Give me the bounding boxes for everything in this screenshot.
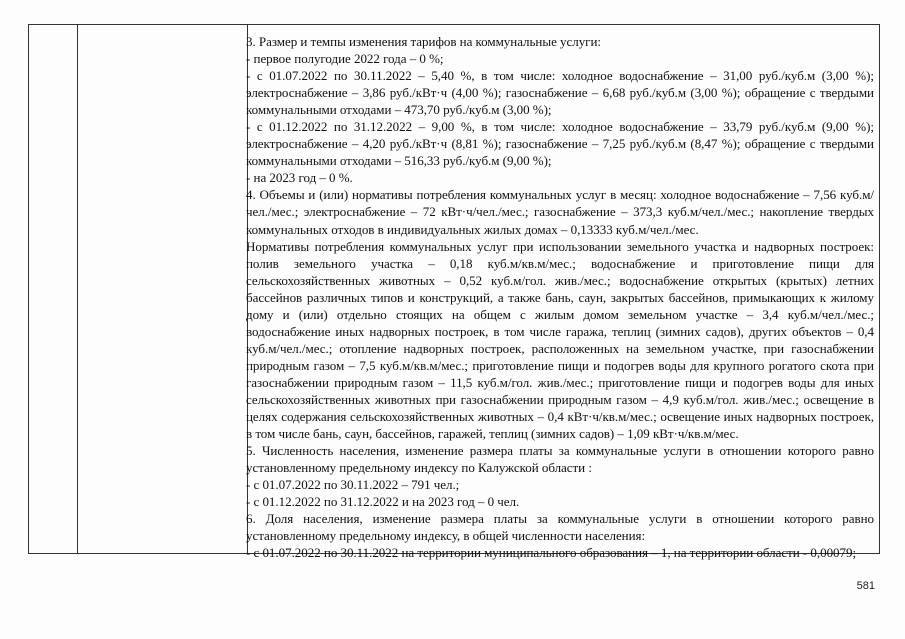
section-5-title: 5. Численность населения, изменение размера платы за коммунальные услуги в отношении которого равно установленному предельному индексу по Калужской области : [246, 443, 874, 476]
table-cell-text [246, 33, 874, 561]
section-3-item: - с 01.12.2022 по 31.12.2022 – 9,00 %, в том числе: холодное водоснабжение – 33,79 руб./куб.м (9,00 %); электроснабжение – 4,20 руб./кВт·ч (8,81 %); газоснабжение – 7,25 руб./куб.м (8,47 %); обращение с твердыми коммунальными отходами – 516,33 руб./куб.м (9,00 %); [246, 119, 874, 169]
section-6-title: 6. Доля населения, изменение размера платы за коммунальные услуги в отношении которого равно установленному предельному индексу, в общей численности населения: [246, 511, 874, 544]
section-3-title: 3. Размер и темпы изменения тарифов на коммунальные услуги: [246, 34, 601, 49]
section-3-item: - первое полугодие 2022 года – 0 %; [246, 51, 444, 67]
section-3-item: - на 2023 год – 0 %. [246, 170, 353, 186]
table-column-divider [77, 25, 78, 553]
section-5-item: - с 01.12.2022 по 31.12.2022 и на 2023 год – 0 чел. [246, 494, 520, 510]
section-6-item: - с 01.07.2022 по 30.11.2022 на территории муниципального образования – 1, на территории области - 0,00079; [246, 545, 857, 561]
section-5-item: - с 01.07.2022 по 30.11.2022 – 791 чел.; [246, 477, 460, 493]
page-number: 581 [856, 580, 875, 592]
section-3-item: - с 01.07.2022 по 30.11.2022 – 5,40 %, в том числе: холодное водоснабжение – 31,00 руб./куб.м (3,00 %); электроснабжение – 3,86 руб./кВт·ч (4,00 %); газоснабжение – 6,68 руб./куб.м (3,00 %); обращение с твердыми коммунальными отходами – 473,70 руб./куб.м (3,00 %); [246, 68, 874, 118]
section-4-paragraph: 4. Объемы и (или) нормативы потребления коммунальных услуг в месяц: холодное водоснабжение – 7,56 куб.м/чел./мес.; электроснабжение – 72 кВт·ч/чел./мес.; газоснабжение – 373,3 куб.м/чел./мес.; накопление твердых коммунальных отходов в индивидуальных жилых домах – 0,13333 куб.м/чел./мес. [246, 187, 874, 237]
section-4-paragraph: Нормативы потребления коммунальных услуг при использовании земельного участка и надворных построек: полив земельного участка – 0,18 куб.м/кв.м/мес.; водоснабжение и приготовление пищи для сельскохозяйственных животных – 0,52 куб.м/гол. жив./мес.; водоснабжение открытых (крытых) летних бассейнов различных типов и конструкций, а также бань, саун, закрытых бассейнов, примыкающих к жилому дому и (или) отдельно стоящих на общем с жилым домом земельном участке – 3,4 куб.м/чел./мес.; водоснабжение иных надворных построек, в том числе гаража, теплиц (зимних садов), других объектов – 0,4 куб.м/чел./мес.; отопление надворных построек, расположенных на земельном участке, при газоснабжении природным газом – 7,5 куб.м/кв.м/мес.; приготовление пищи и подогрев воды для крупного рогатого скота при газоснабжении природным газом – 11,5 куб.м/гол. жив./мес.; приготовление пищи и подогрев воды для иных сельскохозяйственных животных при газоснабжении природным газом – 4,9 куб.м/гол. жив./мес.; освещение в целях содержания сельскохозяйственных животных – 0,4 кВт·ч/кв.м/мес.; освещение иных надворных построек, в том числе бань, саун, бассейнов, гаражей, теплиц (зимних садов) – 1,09 кВт·ч/кв.м/мес. [246, 238, 874, 442]
